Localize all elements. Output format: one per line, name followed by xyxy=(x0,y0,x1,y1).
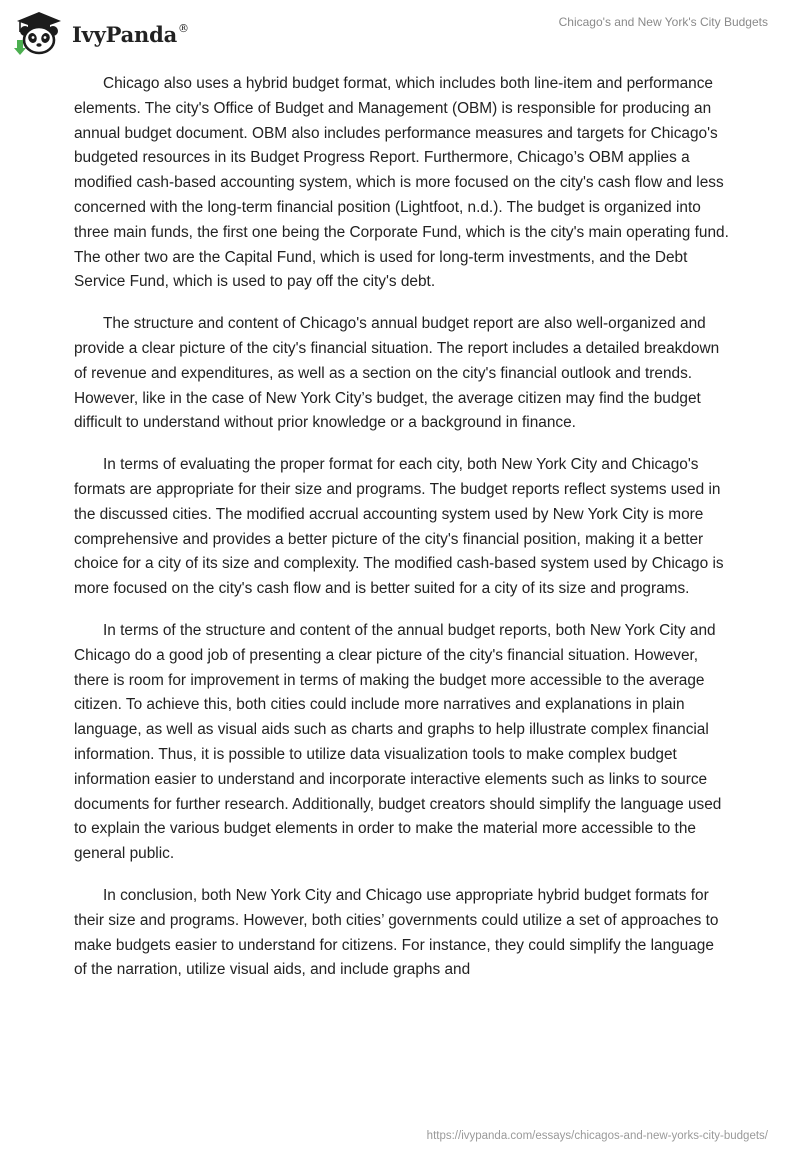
page-title: Chicago's and New York's City Budgets xyxy=(558,15,768,29)
paragraph: In conclusion, both New York City and Chicago use appropriate hybrid budget formats for their size and programs. However, both cities’ governments could utilize a set of approaches to make budgets easier to understand for citizens. For instance, they could simplify the language of the narration, utilize visual aids, and include graphs and xyxy=(74,886,719,979)
ivypanda-logo[interactable] xyxy=(14,10,189,56)
paragraph: In terms of the structure and content of the annual budget reports, both New York City and Chicago do a good job of presenting a clear picture of the city's financial situation. However, there is room for improvement in terms of making the budget more accessible to the average citizen. To achieve this, both cities could include more narratives and explanations in plain language, as well as visual aids such as charts and graphs to help illustrate complex financial information. Thus, it is possible to utilize data visualization tools to make complex budget information easier to understand and incorporate interactive elements such as links to source documents for further research. Additionally, budget creators should simplify the language used to explain the various budget elements in order to make the material more accessible to the general public. xyxy=(74,621,722,863)
page-header xyxy=(0,0,800,64)
panda-graduate-icon xyxy=(14,10,64,56)
registered-mark: ® xyxy=(178,21,189,35)
paragraph: Chicago also uses a hybrid budget format, which includes both line-item and performance elements. The city's Office of Budget and Management (OBM) is responsible for producing an annual budget document. OBM also includes performance measures and targets for Chicago's budgeted resources in its Budget Progress Report. Furthermore, Chicago’s OBM applies a modified cash-based accounting system, which is more focused on the city's cash flow and less concerned with the long-term financial position (Lightfoot, n.d.). The budget is organized into three main funds, the first one being the Corporate Fund, which is the city's main operating fund. The other two are the Capital Fund, which is used for long-term investments, and the Debt Service Fund, which is used to pay off the city's debt. xyxy=(74,75,729,291)
paragraph: In terms of evaluating the proper format for each city, both New York City and Chicago's formats are appropriate for their size and programs. The budget reports reflect systems used in the discussed cities. The modified accrual accounting system used by New York City is more comprehensive and provides a better picture of the city's financial position, making it a better choice for a city of its size and complexity. The modified cash-based system used by Chicago is more focused on the city's cash flow and is better suited for a city of its size and programs. xyxy=(74,456,724,598)
brand-name: IvyPanda® xyxy=(72,21,189,47)
essay-body xyxy=(74,72,730,1000)
paragraph: The structure and content of Chicago's annual budget report are also well-organized and provide a clear picture of the city's financial situation. The report includes a detailed breakdown of revenue and expenditures, as well as a section on the city's financial outlook and trends. However, like in the case of New York City’s budget, the average citizen may find the budget difficult to understand without prior knowledge or a background in finance. xyxy=(74,315,720,432)
source-url[interactable]: https://ivypanda.com/essays/chicagos-and-new-yorks-city-budgets/ xyxy=(426,1130,768,1142)
